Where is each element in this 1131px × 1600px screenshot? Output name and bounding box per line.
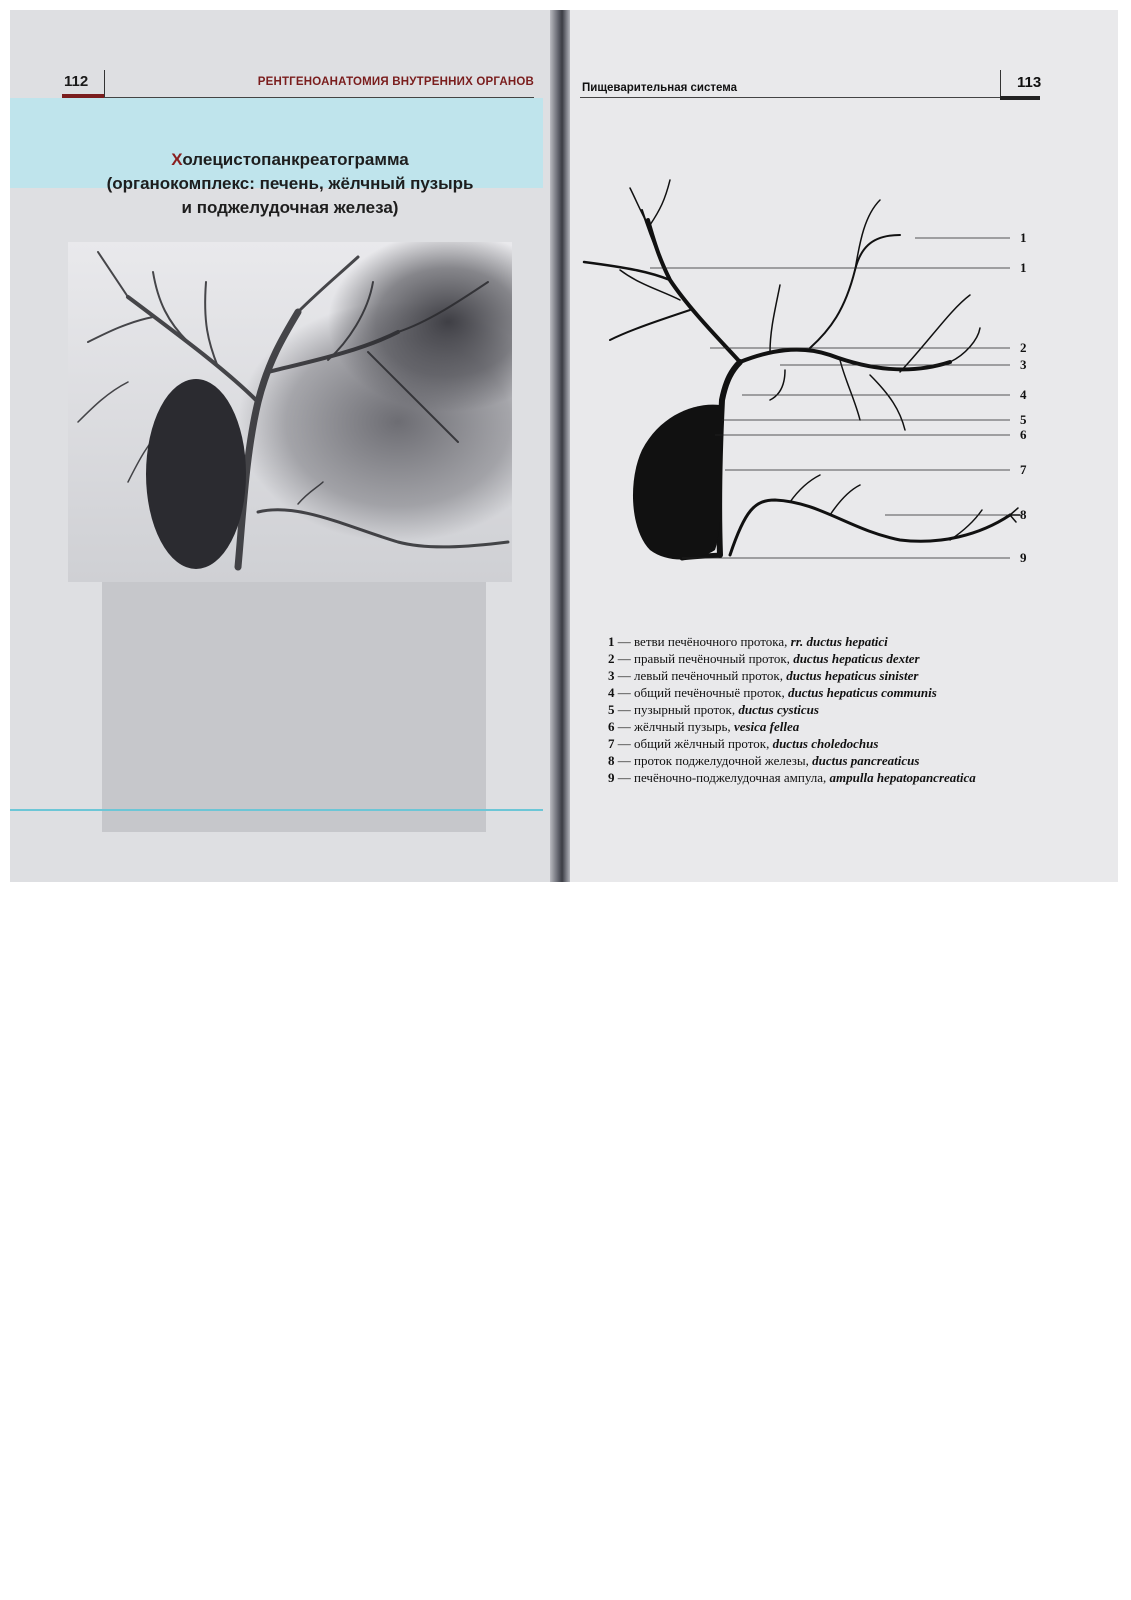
common-duct	[719, 362, 740, 555]
label-4: 4	[1020, 387, 1027, 402]
legend-item: 2 — правый печёночный проток, ductus hepaticus dexter	[608, 651, 920, 666]
diagram-number-labels	[1020, 230, 1027, 565]
legend-item: 8 — проток поджелудочной железы, ductus pancreaticus	[608, 753, 920, 768]
label-6: 6	[1020, 427, 1027, 442]
label-1a: 1	[1020, 230, 1027, 245]
xray-drawing	[68, 242, 512, 582]
page-title	[80, 148, 500, 220]
page-number-underline	[62, 94, 104, 98]
right-running-header: Пищеварительная система	[582, 82, 737, 94]
legend-item: 3 — левый печёночный проток, ductus hepaticus sinister	[608, 668, 919, 683]
right-page-number: 113	[1017, 74, 1042, 91]
biliary-diagram	[570, 10, 1118, 610]
left-page-number: 112	[64, 73, 89, 90]
legend-item: 5 — пузырный проток, ductus cysticus	[608, 702, 819, 717]
xray-image	[68, 242, 512, 582]
left-page	[10, 10, 558, 882]
subtitle-line-1: (органокомплекс: печень, жёлчный пузырь	[106, 174, 474, 193]
bleed-through-area	[102, 582, 486, 832]
label-9: 9	[1020, 550, 1027, 565]
legend-item: 6 — жёлчный пузырь, vesica fellea	[608, 719, 800, 734]
right-hepatic-duct	[648, 220, 740, 362]
header-divider	[104, 70, 105, 98]
gallbladder-shadow	[146, 379, 246, 569]
legend-item: 9 — печёночно-поджелудочная ампула, ampulla hepatopancreatica	[608, 770, 976, 785]
subtitle-line-2: и поджелудочная железа)	[181, 198, 399, 217]
label-7: 7	[1020, 462, 1027, 477]
right-page	[570, 10, 1118, 882]
legend-item: 4 — общий печёночныё проток, ductus hepaticus communis	[608, 685, 937, 700]
header-rule	[104, 97, 534, 98]
legend	[608, 633, 976, 786]
left-hepatic-duct	[740, 350, 950, 370]
bottom-rule	[10, 809, 543, 811]
left-running-header: РЕНТГЕНОАНАТОМИЯ ВНУТРЕННИХ ОРГАНОВ	[257, 76, 534, 88]
book-spine	[550, 10, 572, 882]
label-5: 5	[1020, 412, 1027, 427]
book-spread-scan	[10, 10, 1118, 882]
title-first-letter: Х	[171, 150, 183, 169]
pancreatic-duct	[730, 500, 1010, 555]
title-line	[80, 148, 500, 172]
label-1b: 1	[1020, 260, 1027, 275]
label-3: 3	[1020, 357, 1027, 372]
legend-item: 7 — общий жёлчный проток, ductus choledochus	[608, 736, 879, 751]
title-rest: олецистопанкреатограмма	[182, 150, 409, 169]
label-2: 2	[1020, 340, 1027, 355]
legend-item: 1 — ветви печёночного протока, rr. ductus hepatici	[608, 634, 888, 649]
gallbladder	[633, 405, 722, 560]
label-8: 8	[1020, 507, 1027, 522]
